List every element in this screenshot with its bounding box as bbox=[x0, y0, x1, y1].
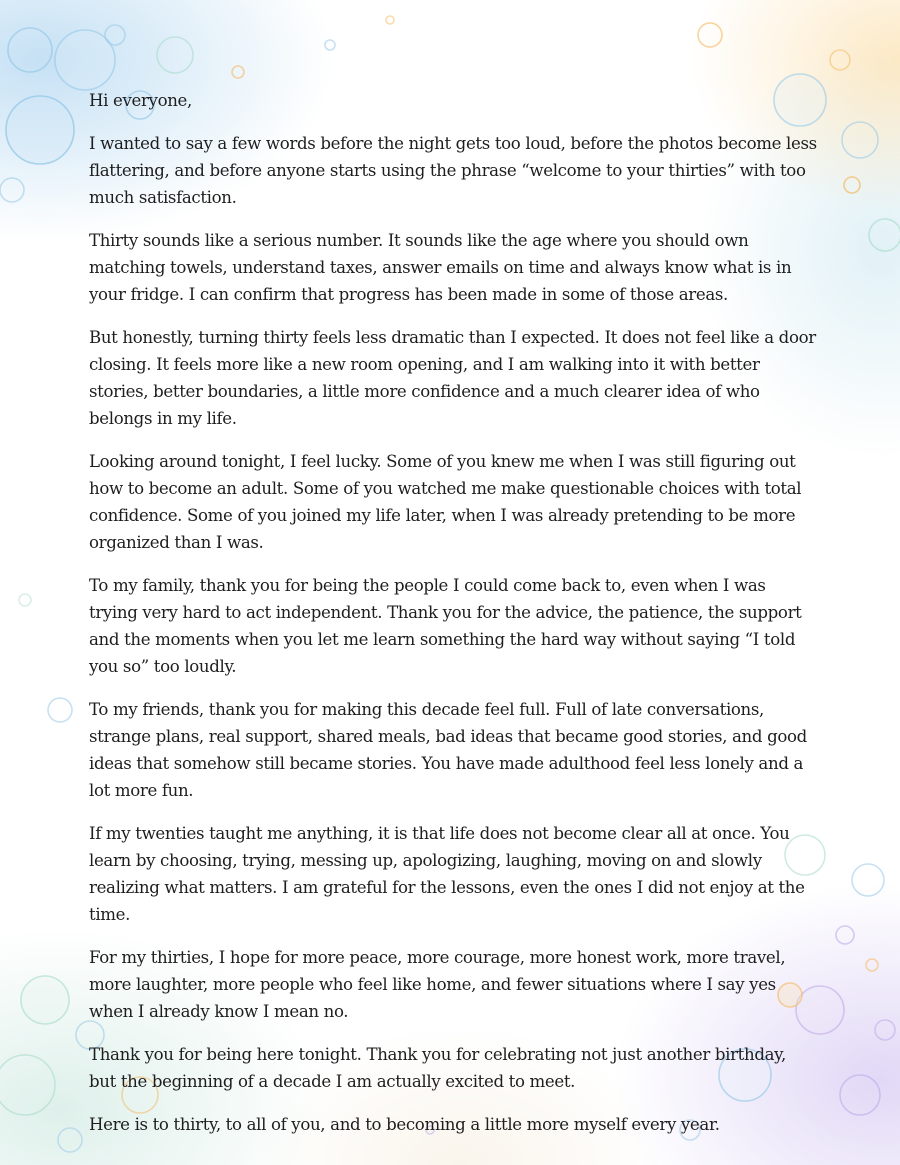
letter-paragraph: For my thirties, I hope for more peace, more courage, more honest work, more travel, more laughter, more people who feel like home, and fewer situations where I say yes when I already know I mean no. bbox=[89, 948, 786, 1021]
letter-paragraph: If my twenties taught me anything, it is that life does not become clear all at once. You learn by choosing, trying, messing up, apologizing, laughing, moving on and slowly realizing what matters. I am grateful for the lessons, even the ones I did not enjoy at the time. bbox=[89, 824, 805, 924]
letter-greeting: Hi everyone, bbox=[89, 91, 192, 110]
letter-paragraph: Here is to thirty, to all of you, and to becoming a little more myself every year. bbox=[89, 1115, 720, 1134]
letter-paragraph: But honestly, turning thirty feels less dramatic than I expected. It does not feel like a door closing. It feels more like a new room opening, and I am walking into it with better stories, better boundaries, a little more confidence and a much clearer idea of who belongs in my life. bbox=[89, 328, 816, 428]
letter-paragraph: To my friends, thank you for making this decade feel full. Full of late conversations, strange plans, real support, shared meals, bad ideas that became good stories, and good ideas that somehow still became stories. You have made adulthood feel less lonely and a lot more fun. bbox=[89, 700, 807, 800]
letter-paragraph: Looking around tonight, I feel lucky. Some of you knew me when I was still figuring out how to become an adult. Some of you watched me make questionable choices with total confidence. Some of you joined my life later, when I was already pretending to be more organized than I was. bbox=[89, 452, 802, 552]
letter-paragraph: Thank you for being here tonight. Thank you for celebrating not just another birthday, but the beginning of a decade I am actually excited to meet. bbox=[89, 1045, 786, 1091]
letter-body bbox=[89, 87, 817, 1154]
letter-paragraph: Thirty sounds like a serious number. It sounds like the age where you should own matching towels, understand taxes, answer emails on time and always know what is in your fridge. I can confirm that progress has been made in some of those areas. bbox=[89, 231, 792, 304]
letter-paragraph: To my family, thank you for being the people I could come back to, even when I was trying very hard to act independent. Thank you for the advice, the patience, the support and the moments when you let me learn something the hard way without saying “I told you so” too loudly. bbox=[89, 576, 802, 676]
letter-paragraph: I wanted to say a few words before the night gets too loud, before the photos become less flattering, and before anyone starts using the phrase “welcome to your thirties” with too much satisfaction. bbox=[89, 134, 817, 207]
